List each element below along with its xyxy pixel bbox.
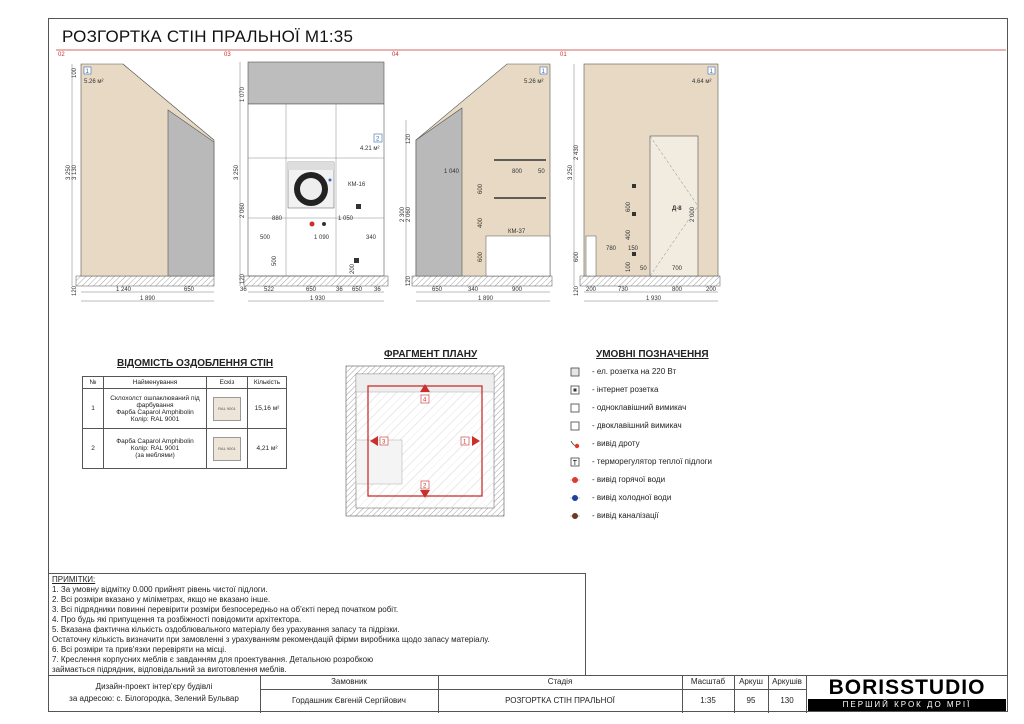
dim: 50 <box>640 266 647 272</box>
dim: 100 <box>72 67 78 78</box>
color-swatch: RAL 9001 <box>213 397 241 421</box>
dim: 1 050 <box>338 216 354 222</box>
wire-outlet-icon <box>570 439 580 449</box>
dim: 500 <box>272 255 278 266</box>
dim: 36 <box>336 287 343 293</box>
dim: 120 <box>406 133 412 144</box>
dim: 800 <box>672 287 683 293</box>
color-swatch: RAL 9001 <box>213 437 241 461</box>
table-row: 1 Склохолст ошпаклюваний під фарбування Фарба Caparol Amphibolin Колір: RAL 9001 RAL 9001 15,16 м² <box>83 389 287 429</box>
logo-slogan: ПЕРШИЙ КРОК ДО МРІЇ <box>808 699 1006 711</box>
dim: 1 070 <box>240 86 246 102</box>
dim: 600 <box>478 251 484 262</box>
dim: 400 <box>626 229 632 240</box>
dim: 600 <box>626 201 632 212</box>
col-header: № <box>83 377 104 389</box>
dim: 36 <box>374 287 381 293</box>
dim: 200 <box>586 287 597 293</box>
dim: 1 890 <box>140 296 156 302</box>
studio-logo <box>806 676 1008 712</box>
note-line: 6. Всі розміри та прив'язки перевіряти на місці. <box>52 645 227 654</box>
dim: 650 <box>432 287 443 293</box>
note-line: займається підрядник, відповідальний за виготовлення меблів. <box>52 665 287 674</box>
cold-water-icon <box>570 493 580 503</box>
dim: 800 <box>512 169 523 175</box>
wall-num-03: 03 <box>224 52 231 58</box>
socket-icon <box>570 367 580 377</box>
dim: 2 430 <box>574 144 580 160</box>
dim: 880 <box>272 216 283 222</box>
notes <box>48 573 586 675</box>
plan-mark: 2 <box>423 483 427 490</box>
col-header: Ескіз <box>207 377 248 389</box>
dim: 900 <box>512 287 523 293</box>
col-header: Кількість <box>248 377 287 389</box>
dim: 2 300 <box>400 206 406 222</box>
note-line: 4. Про будь які припущення та розбіжності повідомити архітектора. <box>52 615 302 624</box>
dim: 1 240 <box>116 287 132 293</box>
internet-socket-icon <box>570 385 580 395</box>
dim: 340 <box>366 235 377 241</box>
legend-title: УМОВНІ ПОЗНАЧЕННЯ <box>596 349 709 360</box>
dim: 600 <box>574 251 580 262</box>
col-header: Найменування <box>104 377 207 389</box>
dim: 2 000 <box>690 206 696 222</box>
dim: 36 <box>240 287 247 293</box>
svg-text:T: T <box>572 460 578 467</box>
dim: 700 <box>672 266 683 272</box>
title-block: Дизайн-проект інтер'єру будівлі за адресою: с. Білогородка, Зелений Бульвар Замовник Гордашник Євгеній Сергійович Стадія РОЗГОРТКА СТІН ПРАЛЬНОЇ Масштаб 1:35 Аркуш 95 Аркушів 130 <box>48 675 1008 712</box>
dim: 120 <box>240 273 246 284</box>
notes-title: ПРИМІТКИ: <box>52 575 96 584</box>
note-line: 2. Всі розміри вказано у міліметрах, якщо не вказано інше. <box>52 595 271 604</box>
dim: 340 <box>468 287 479 293</box>
wall-area: 4.64 м² <box>692 79 712 85</box>
wall-tag: 1 <box>85 69 89 75</box>
wall-tag: 1 <box>709 69 713 75</box>
elevation-03 <box>234 62 388 302</box>
dim: 400 <box>478 217 484 228</box>
note-line: 5. Вказана фактична кількість оздоблювального матеріалу без урахування запасу та підрізки. <box>52 625 400 634</box>
dim: 3 250 <box>568 164 574 180</box>
dim: 1 930 <box>310 296 326 302</box>
dim: 200 <box>706 287 717 293</box>
note-line: 7. Креслення корпусних меблів є завданням для проектування. Детальною розробкою <box>52 655 374 664</box>
finish-title: ВІДОМІСТЬ ОЗДОБЛЕННЯ СТІН <box>117 358 274 369</box>
dim: 3 250 <box>66 164 72 180</box>
wall-num-01: 01 <box>560 52 567 58</box>
wall-num-02: 02 <box>58 52 65 58</box>
label-km: КМ-16 <box>348 182 366 188</box>
dim: 650 <box>352 287 363 293</box>
dim: 1 090 <box>314 235 330 241</box>
elevation-02 <box>66 64 214 302</box>
dim: 1 930 <box>646 296 662 302</box>
plan-title: ФРАГМЕНТ ПЛАНУ <box>384 349 478 360</box>
door-label: Д-8 <box>672 206 682 212</box>
wall-tag: 1 <box>541 69 545 75</box>
note-line: 1. За умовну відмітку 0.000 прийнят рівень чистої підлоги. <box>52 585 268 594</box>
dim: 2 060 <box>240 202 246 218</box>
dim: 500 <box>260 235 271 241</box>
thermostat-icon <box>570 457 580 467</box>
dim: 780 <box>606 246 617 252</box>
single-switch-icon <box>570 403 580 413</box>
dim: 1 040 <box>444 169 460 175</box>
wall-area: 4.21 м² <box>360 146 380 152</box>
hot-water-icon <box>570 475 580 485</box>
dim: 2 060 <box>406 206 412 222</box>
sewer-icon <box>570 511 580 521</box>
dim: 3 130 <box>72 164 78 180</box>
note-line: 3. Всі підрядники повинні перевірити розміри безпосередньо на об'єкті перед початком робіт. <box>52 605 399 614</box>
plan-mark: 4 <box>423 397 427 404</box>
plan-mark: 1 <box>463 439 467 446</box>
page-title: РОЗГОРТКА СТІН ПРАЛЬНОЇ М1:35 <box>62 27 354 46</box>
dim: 522 <box>264 287 275 293</box>
wall-area: 5.26 м² <box>84 79 104 85</box>
elevation-04 <box>400 64 552 302</box>
dim: 150 <box>628 246 639 252</box>
plan-fragment <box>346 366 504 516</box>
plan-mark: 3 <box>382 439 386 446</box>
dim: 600 <box>478 183 484 194</box>
label-km: КМ-37 <box>508 229 526 235</box>
dim: 650 <box>184 287 195 293</box>
dim: 730 <box>618 287 629 293</box>
elevation-01 <box>568 64 720 302</box>
logo-name: BORISSTUDIO <box>828 676 986 699</box>
note-line: Остаточну кількість визначити при замовленні з урахуванням рекомендацій фірми виробника щодо запасу матеріалу. <box>52 635 490 644</box>
finish-table <box>82 376 287 469</box>
dim: 1 890 <box>478 296 494 302</box>
dim: 100 <box>626 261 632 272</box>
dim: 200 <box>350 263 356 274</box>
dim: 50 <box>538 169 545 175</box>
dim: 120 <box>72 285 78 296</box>
dim: 3 250 <box>234 164 240 180</box>
table-row: 2 Фарба Caparol Amphibolin Колір: RAL 9001 (за меблями) RAL 9001 4,21 м² <box>83 429 287 469</box>
double-switch-icon <box>570 421 580 431</box>
wall-num-04: 04 <box>392 52 399 58</box>
dim: 120 <box>574 285 580 296</box>
dim: 650 <box>306 287 317 293</box>
dim: 120 <box>406 275 412 286</box>
wall-area: 5.26 м² <box>524 79 544 85</box>
wall-tag: 2 <box>376 136 380 143</box>
